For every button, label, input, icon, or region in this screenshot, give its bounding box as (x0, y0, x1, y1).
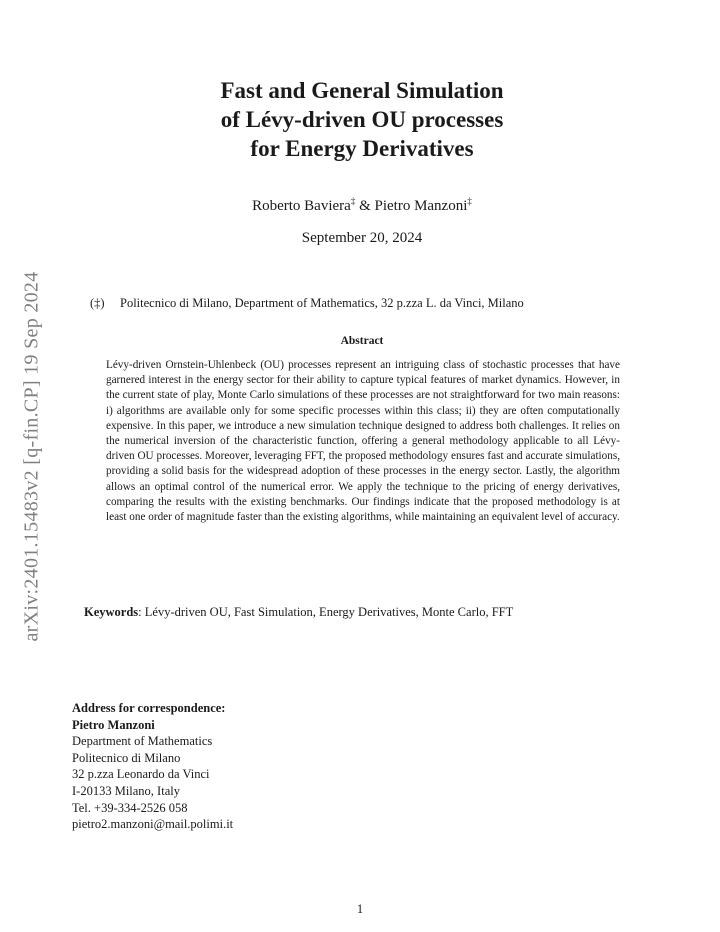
keywords-label: Keywords (84, 605, 139, 619)
correspondence-line: Department of Mathematics (72, 734, 213, 749)
correspondence-line: I-20133 Milano, Italy (72, 783, 180, 798)
correspondence-line: Politecnico di Milano (72, 750, 181, 765)
title-line: for Energy Derivatives (250, 136, 474, 161)
affiliation-mark: ‡ (467, 196, 472, 206)
page-number: 1 (356, 902, 364, 916)
arxiv-identifier (12, 236, 52, 676)
correspondence-name: Pietro Manzoni (72, 717, 155, 732)
author-name: Pietro Manzoni (374, 198, 468, 214)
keywords-text: : Lévy-driven OU, Fast Simulation, Energy Derivatives, Monte Carlo, FFT (138, 605, 514, 619)
affiliation-marker: (‡) (90, 296, 105, 310)
keywords (84, 605, 644, 620)
title-line: Fast and General Simulation (220, 78, 504, 103)
correspondence-line: 32 p.zza Leonardo da Vinci (72, 767, 210, 782)
abstract-body: Lévy-driven Ornstein-Uhlenbeck (OU) processes represent an intriguing class of stochastic processes that have garnered interest in the energy sector for their ability to capture typical features of market dynamics. However, in the current state of play, Monte Carlo simulations of these processes are not straightforward for two main reasons: i) algorithms are available only for some specific processes within this class; ii) they are often computationally expensive. In this paper, we introduce a new simulation technique designed to address both challenges. It relies on the numerical inversion of the characteristic function, offering a general methodology applicable to all Lévy-driven OU processes. Moreover, leveraging FFT, the proposed methodology ensures fast and accurate simulations, providing a solid basis for the widespread adoption of these processes in the energy sector. Lastly, the algorithm allows an optimal control of the numerical error. We apply the technique to the pricing of energy derivatives, comparing the results with the existing benchmarks. Our findings indicate that the proposed methodology is at least one order of magnitude faster than the existing algorithms, while maintaining an equivalent level of accuracy. (106, 359, 620, 524)
affiliation (90, 296, 650, 311)
author-list (120, 196, 604, 215)
correspondence-phone: Tel. +39-334-2526 058 (72, 800, 188, 815)
affiliation-text: Politecnico di Milano, Department of Mathematics, 32 p.zza L. da Vinci, Milano (120, 296, 524, 310)
title-line: of Lévy-driven OU processes (220, 107, 504, 132)
arxiv-identifier-text: arXiv:2401.15483v2 [q-fin.CP] 19 Sep 2024 (20, 270, 43, 642)
correspondence-block (72, 700, 472, 833)
author-separator: & (355, 198, 375, 214)
correspondence-email: pietro2.manzoni@mail.polimi.it (72, 817, 234, 832)
publication-date: September 20, 2024 (301, 230, 423, 246)
correspondence-heading: Address for correspondence: (72, 701, 226, 715)
paper-title (120, 76, 604, 163)
author-name: Roberto Baviera (252, 198, 351, 214)
abstract-heading: Abstract (340, 335, 384, 347)
affiliation-mark: ‡ (350, 196, 356, 206)
